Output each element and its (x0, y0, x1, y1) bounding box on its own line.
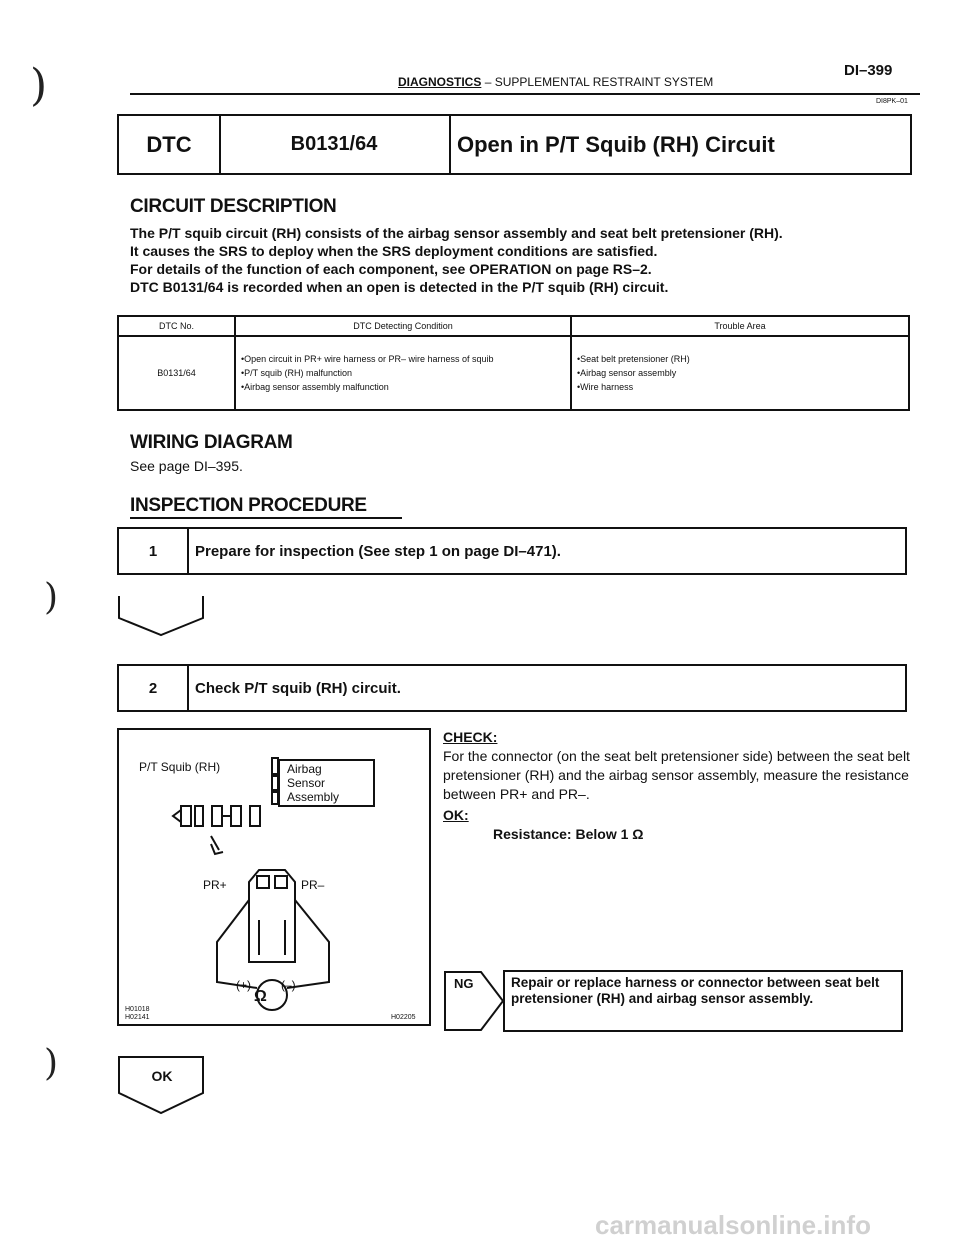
condition-item: •Open circuit in PR+ wire harness or PR– wire harness of squib (241, 354, 494, 364)
binding-mark: ) (44, 577, 59, 618)
description-line: The P/T squib circuit (RH) consists of the airbag sensor assembly and seat belt pretensioner (RH). (130, 225, 783, 241)
dtc-title-box (117, 114, 912, 175)
table-cell-code: B0131/64 (118, 336, 235, 410)
circuit-description (130, 224, 900, 296)
ok-arrow-icon (117, 1055, 207, 1117)
sensor-label-line: Airbag (287, 762, 322, 776)
table-row (118, 336, 909, 410)
binding-mark: ) (30, 60, 48, 111)
dtc-title: Open in P/T Squib (RH) Circuit (457, 131, 775, 157)
dtc-code: B0131/64 (219, 116, 451, 173)
check-label: CHECK: (443, 729, 498, 745)
heading-underline (130, 517, 402, 519)
table-header: DTC Detecting Condition (235, 316, 571, 336)
separator: – (484, 75, 492, 89)
sensor-label-line: Assembly (287, 790, 340, 804)
step-text: Prepare for inspection (See step 1 on page DI–471). (195, 542, 561, 560)
table-cell-trouble-areas (571, 336, 909, 410)
table-header: DTC No. (118, 316, 235, 336)
connector-drawing (119, 730, 429, 1024)
figure-code: H01018 (125, 1006, 150, 1013)
table-header: Trouble Area (571, 316, 909, 336)
step-number: 2 (119, 666, 189, 710)
check-section (443, 728, 913, 844)
step-text: Check P/T squib (RH) circuit. (195, 679, 401, 697)
circuit-description-heading: CIRCUIT DESCRIPTION (130, 196, 337, 217)
table-header-row (118, 316, 909, 336)
subsection-name: SUPPLEMENTAL RESTRAINT SYSTEM (494, 75, 714, 89)
flow-arrow-icon (117, 594, 207, 638)
ng-label: NG (454, 976, 474, 991)
figure-code: H02141 (125, 1014, 150, 1021)
description-line: For details of the function of each component, see OPERATION on page RS–2. (130, 261, 652, 277)
step-number: 1 (119, 529, 189, 573)
wiring-diagram-reference: See page DI–395. (130, 458, 243, 474)
inspection-procedure-heading: INSPECTION PROCEDURE (130, 495, 367, 516)
step-2-box (117, 664, 907, 712)
check-text: For the connector (on the seat belt pretensioner side) between the seat belt pretensioner (RH) and the airbag sensor assembly, measure the resistance between PR+ and PR–. (443, 748, 910, 802)
header-rule (130, 93, 920, 95)
reference-code: DI8PK–01 (876, 98, 908, 105)
figure-code-right: H02205 (391, 1014, 416, 1021)
ok-label-flow: OK (151, 1068, 173, 1084)
condition-item: •P/T squib (RH) malfunction (241, 368, 353, 378)
trouble-area-item: •Seat belt pretensioner (RH) (577, 354, 690, 364)
meter-plus-label: (+) (236, 978, 251, 992)
sensor-label-line: Sensor (287, 776, 326, 790)
pr-plus-label: PR+ (203, 878, 227, 892)
trouble-area-item: •Wire harness (577, 382, 634, 392)
ng-action-box: Repair or replace harness or connector between seat belt pretensioner (RH) and airbag sensor assembly. (503, 970, 903, 1032)
ok-value: Resistance: Below 1 Ω (493, 826, 644, 842)
condition-item: •Airbag sensor assembly malfunction (241, 382, 389, 392)
section-name: DIAGNOSTICS (398, 75, 482, 89)
dtc-label: DTC (119, 116, 221, 173)
watermark: carmanualsonline.info (595, 1210, 871, 1240)
squib-label: P/T Squib (RH) (139, 760, 221, 774)
page-number: DI–399 (844, 62, 893, 79)
wiring-diagram-heading: WIRING DIAGRAM (130, 432, 293, 453)
binding-mark: ) (44, 1043, 59, 1084)
pr-minus-label: PR– (301, 878, 325, 892)
running-head (398, 75, 713, 89)
ok-label: OK: (443, 807, 469, 823)
description-line: It causes the SRS to deploy when the SRS deployment conditions are satisfied. (130, 243, 658, 259)
step-1-box (117, 527, 907, 575)
meter-minus-label: (–) (281, 978, 296, 992)
ohmmeter-symbol: Ω (254, 988, 267, 1005)
description-line: DTC B0131/64 is recorded when an open is detected in the P/T squib (RH) circuit. (130, 279, 669, 295)
table-cell-conditions (235, 336, 571, 410)
dtc-condition-table (117, 315, 910, 411)
trouble-area-item: •Airbag sensor assembly (577, 368, 677, 378)
connector-illustration (117, 728, 431, 1026)
ng-arrow-icon (443, 970, 505, 1032)
